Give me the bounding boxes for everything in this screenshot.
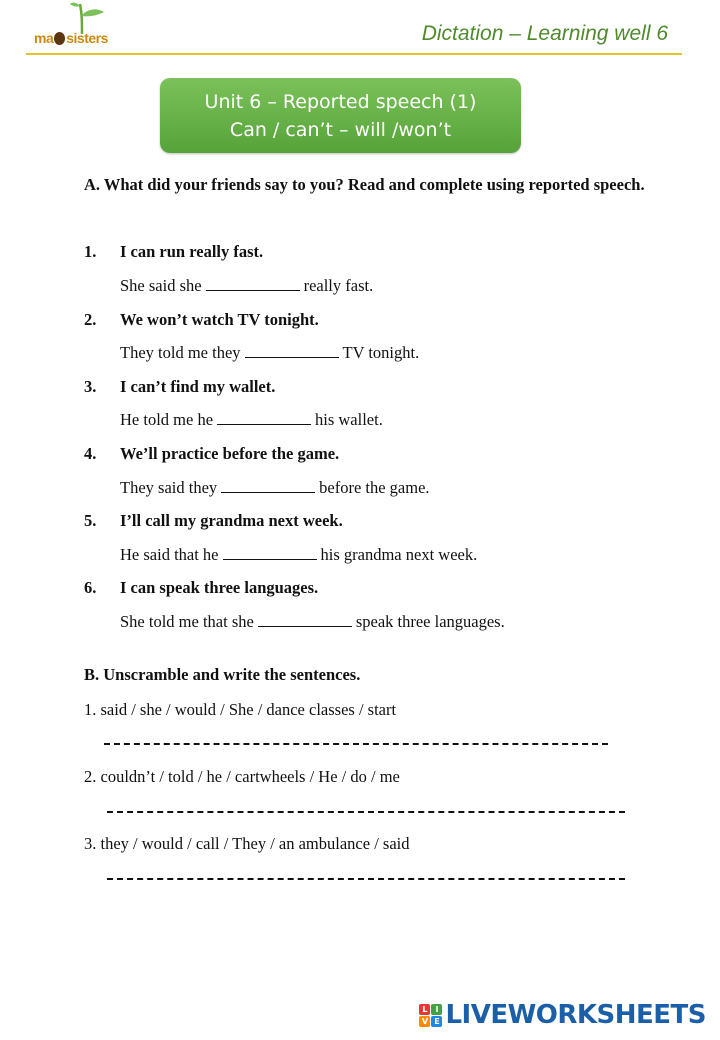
answer-blank-input[interactable] — [223, 545, 317, 560]
scramble-item: 1. said / she / would / She / dance classes / start — [84, 700, 397, 719]
item-number: 3. — [84, 377, 97, 396]
item-number: 1. — [84, 242, 97, 261]
answer-writing-line[interactable] — [107, 811, 625, 813]
answer-before: He said that he — [120, 545, 219, 564]
answer-line — [120, 410, 383, 430]
answer-after: speak three languages. — [355, 612, 505, 631]
answer-line — [120, 545, 477, 565]
live-blocks-icon — [419, 1004, 442, 1027]
section-b-title: B. Unscramble and write the sentences. — [84, 665, 361, 684]
answer-blank-input[interactable] — [245, 343, 339, 358]
document-title: Dictation – Learning well 6 — [421, 22, 668, 45]
answer-after: really fast. — [303, 276, 374, 295]
item-number: 5. — [84, 511, 97, 530]
item-prompt: We won’t watch TV tonight. — [120, 310, 319, 329]
answer-after: TV tonight. — [342, 343, 420, 362]
item-prompt: I can run really fast. — [120, 242, 264, 261]
item-number: 2. — [84, 310, 97, 329]
answer-writing-line[interactable] — [104, 743, 608, 745]
answer-line — [120, 478, 430, 498]
brand-name: LIVEWORKSHEETS — [445, 1000, 706, 1030]
answer-before: They told me they — [120, 343, 241, 362]
answer-before: She told me that she — [120, 612, 254, 631]
item-prompt: We’ll practice before the game. — [120, 444, 340, 463]
unit-banner — [160, 78, 521, 153]
item-number: 4. — [84, 444, 97, 463]
answer-after: his wallet. — [315, 410, 383, 429]
answer-blank-input[interactable] — [206, 276, 300, 291]
sprout-icon — [52, 0, 112, 34]
answer-line — [120, 612, 505, 632]
logo-wordmark — [34, 30, 108, 46]
answer-line — [120, 276, 373, 296]
unit-title-line1: Unit 6 – Reported speech (1) — [204, 90, 477, 113]
logo-text-right: sisters — [66, 30, 108, 46]
answer-blank-input[interactable] — [217, 410, 311, 425]
live-letter-block: L — [419, 1004, 430, 1015]
answer-after: his grandma next week. — [320, 545, 478, 564]
live-letter-block: E — [431, 1016, 442, 1027]
scramble-item: 2. couldn’t / told / he / cartwheels / He / do / me — [84, 767, 400, 786]
answer-after: before the game. — [319, 478, 430, 497]
answer-before: He told me he — [120, 410, 214, 429]
answer-line — [120, 343, 419, 363]
item-number: 6. — [84, 578, 97, 597]
logo-text-left: ma — [34, 30, 54, 46]
item-prompt: I can speak three languages. — [120, 578, 319, 597]
answer-before: She said she — [120, 276, 202, 295]
header-divider — [26, 53, 682, 55]
answer-blank-input[interactable] — [258, 612, 352, 627]
item-prompt: I can’t find my wallet. — [120, 377, 276, 396]
scramble-item: 3. they / would / call / They / an ambulance / said — [84, 834, 410, 853]
answer-blank-input[interactable] — [221, 478, 315, 493]
answer-writing-line[interactable] — [107, 878, 625, 880]
section-a-title: A. What did your friends say to you? Read and complete using reported speech. — [84, 175, 645, 194]
mamsisters-logo — [30, 2, 130, 54]
unit-title-line2: Can / can’t – will /won’t — [229, 118, 452, 141]
liveworksheets-logo — [419, 1000, 706, 1030]
answer-before: They said they — [120, 478, 218, 497]
item-prompt: I’ll call my grandma next week. — [120, 511, 343, 530]
live-letter-block: V — [419, 1016, 430, 1027]
live-letter-block: I — [431, 1004, 442, 1015]
seed-icon — [54, 32, 65, 45]
